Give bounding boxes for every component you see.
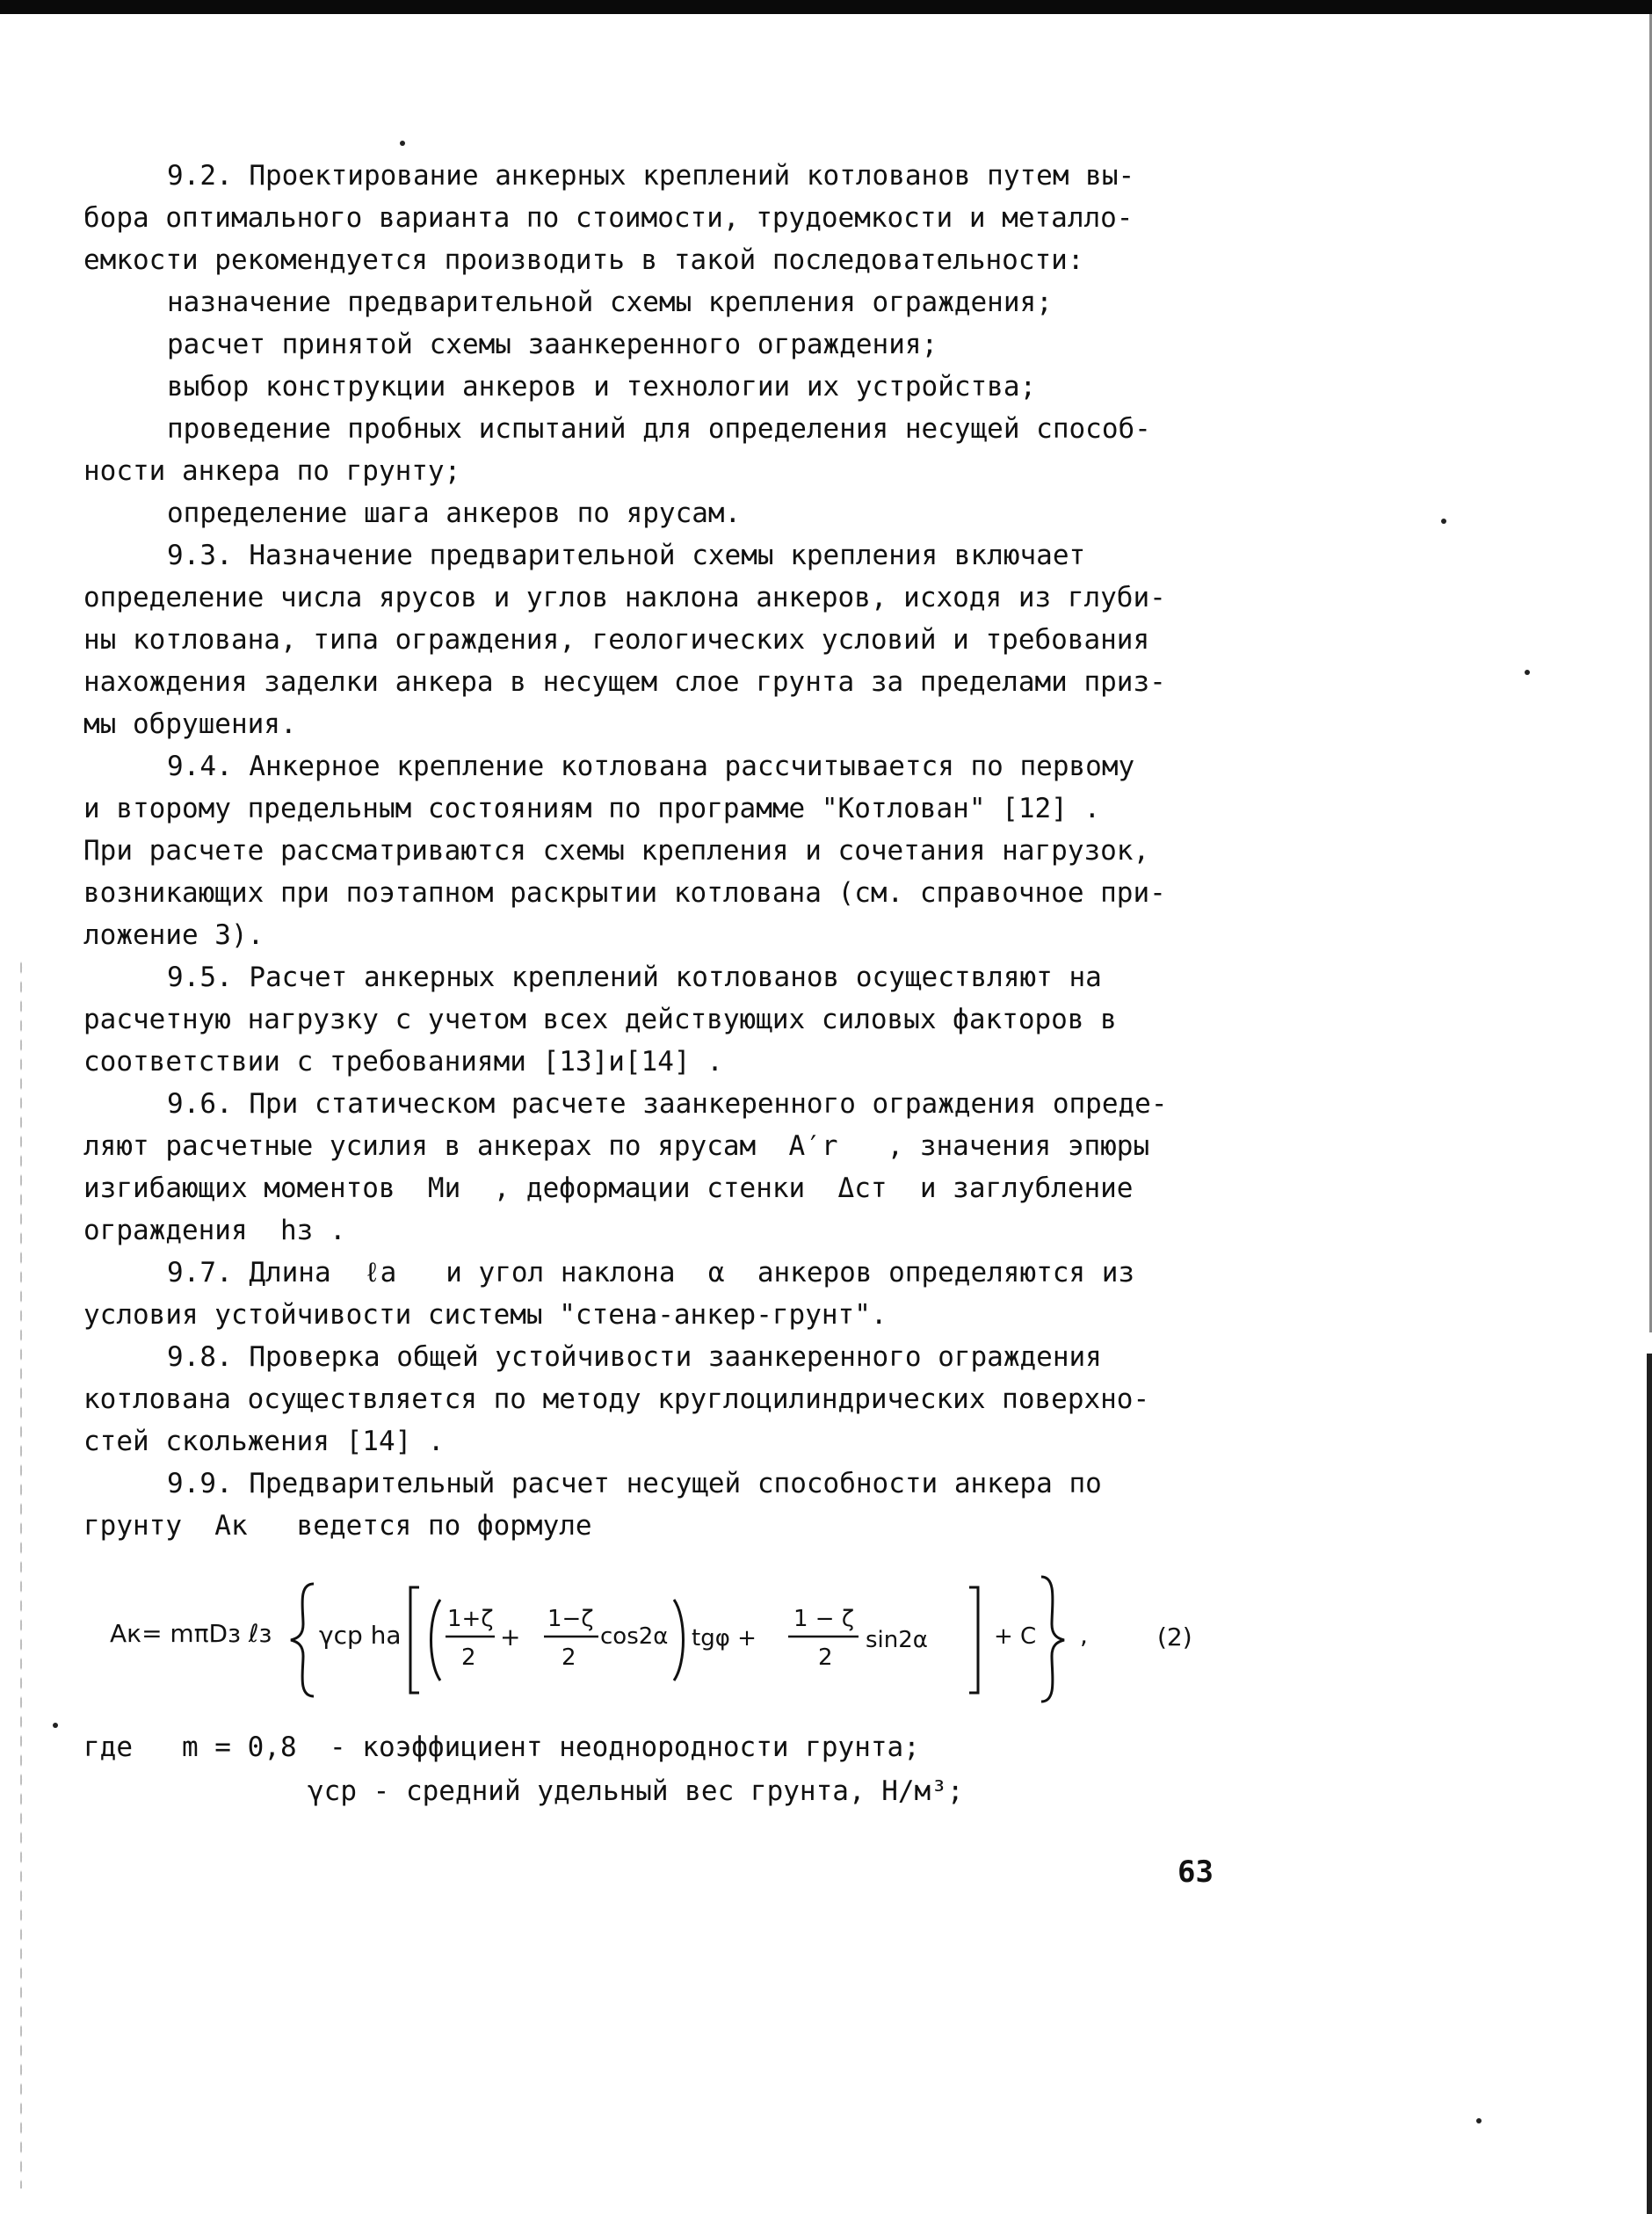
text-line: 9.6. При статическом расчете заанкеренного ограждения опреде-	[167, 1088, 1168, 1120]
text-line: котлована осуществляется по методу круглоцилиндрических поверхно-	[83, 1383, 1150, 1415]
text-line: мы обрушения.	[83, 708, 297, 740]
brace-left	[291, 1584, 314, 1696]
frac3-num: 1 − ζ	[793, 1606, 854, 1632]
formula-svg	[110, 1573, 1217, 1705]
scan-top-border	[0, 0, 1652, 14]
text-line: ны котлована, типа ограждения, геологических условий и требования	[83, 624, 1150, 656]
text-line: 9.3. Назначение предварительной схемы крепления включает	[167, 540, 1086, 571]
text-line: стей скольжения [14] .	[83, 1426, 445, 1457]
formula-cos: cos2α	[600, 1623, 669, 1650]
frac1-den: 2	[461, 1644, 476, 1671]
text-line: и второму предельным состояниям по программе "Котлован" [12] .	[83, 793, 1101, 824]
text-line: γср - средний удельный вес грунта, Н/м³;	[308, 1775, 964, 1807]
text-line: расчетную нагрузку с учетом всех действующих силовых факторов в	[83, 1004, 1117, 1035]
text-line: проведение пробных испытаний для определения несущей способ-	[167, 413, 1151, 445]
text-line: емкости рекомендуется производить в такой последовательности:	[83, 244, 1084, 276]
text-line: грунту Aк ведется по формуле	[83, 1510, 592, 1542]
scan-speck	[53, 1723, 58, 1728]
paren-left	[431, 1600, 441, 1680]
text-line: условия устойчивости системы "стена-анкер-грунт".	[83, 1299, 888, 1331]
text-line: 9.5. Расчет анкерных креплений котлованов осуществляют на	[167, 962, 1102, 993]
frac3-den: 2	[818, 1644, 833, 1671]
formula-lhs: Aк= mπDз ℓз	[110, 1619, 272, 1648]
scan-speck	[400, 141, 405, 146]
text-line: выбор конструкции анкеров и технологии их устройства;	[167, 371, 1037, 403]
text-line: ложение 3).	[83, 919, 264, 951]
brace-right	[1041, 1577, 1064, 1702]
text-line: 9.2. Проектирование анкерных креплений котлованов путем вы-	[167, 160, 1135, 192]
text-line: бора оптимального варианта по стоимости, трудоемкости и металло-	[83, 202, 1134, 234]
formula-comma: ,	[1080, 1621, 1088, 1650]
text-line: При расчете рассматриваются схемы крепления и сочетания нагрузок,	[83, 835, 1150, 867]
formula-plus: +	[500, 1622, 521, 1651]
scan-right-edge-dark	[1647, 1354, 1652, 2214]
text-line: 9.7. Длина ℓa и угол наклона α анкеров определяются из	[167, 1257, 1135, 1288]
text-line: назначение предварительной схемы крепления ограждения;	[167, 287, 1053, 318]
frac1-num: 1+ζ	[447, 1606, 494, 1632]
text-line: возникающих при поэтапном раскрытии котлована (см. справочное при-	[83, 877, 1166, 909]
text-line: 9.8. Проверка общей устойчивости заанкеренного ограждения	[167, 1341, 1102, 1373]
formula-plus-c: + C	[994, 1623, 1037, 1650]
text-line: ляют расчетные усилия в анкерах по ярусам A′r , значения эпюры	[83, 1130, 1150, 1162]
formula-2	[110, 1573, 1217, 1705]
frac2-num: 1−ζ	[547, 1606, 594, 1632]
text-line: определение числа ярусов и углов наклона анкеров, исходя из глуби-	[83, 582, 1166, 613]
text-line: нахождения заделки анкера в несущем слое грунта за пределами приз-	[83, 666, 1166, 698]
bracket-right	[969, 1587, 978, 1693]
text-line: расчет принятой схемы заанкеренного ограждения;	[167, 329, 938, 360]
scan-speck	[1525, 670, 1530, 675]
text-line: изгибающих моментов Mи , деформации стенки Δст и заглубление	[83, 1172, 1134, 1204]
scan-speck	[1476, 2118, 1482, 2123]
formula-number: (2)	[1157, 1622, 1192, 1651]
text-line: ности анкера по грунту;	[83, 455, 461, 487]
text-line: 9.9. Предварительный расчет несущей способности анкера по	[167, 1468, 1102, 1499]
paren-right	[674, 1600, 684, 1680]
formula-tg: tgφ +	[692, 1625, 757, 1651]
scan-left-artifacts	[19, 958, 23, 2189]
page-number: 63	[1177, 1855, 1214, 1890]
bracket-left	[410, 1587, 419, 1693]
text-line: где m = 0,8 - коэффициент неоднородности грунта;	[83, 1731, 920, 1763]
frac2-den: 2	[562, 1644, 576, 1671]
scan-speck	[1441, 519, 1446, 524]
formula-gamma: γср hа	[319, 1621, 402, 1650]
text-line: 9.4. Анкерное крепление котлована рассчитывается по первому	[167, 751, 1135, 782]
formula-sin: sin2α	[866, 1627, 928, 1653]
text-line: соответствии с требованиями [13]и[14] .	[83, 1046, 723, 1078]
text-line: определение шага анкеров по ярусам.	[167, 497, 742, 529]
text-line: ограждения hз .	[83, 1215, 346, 1246]
